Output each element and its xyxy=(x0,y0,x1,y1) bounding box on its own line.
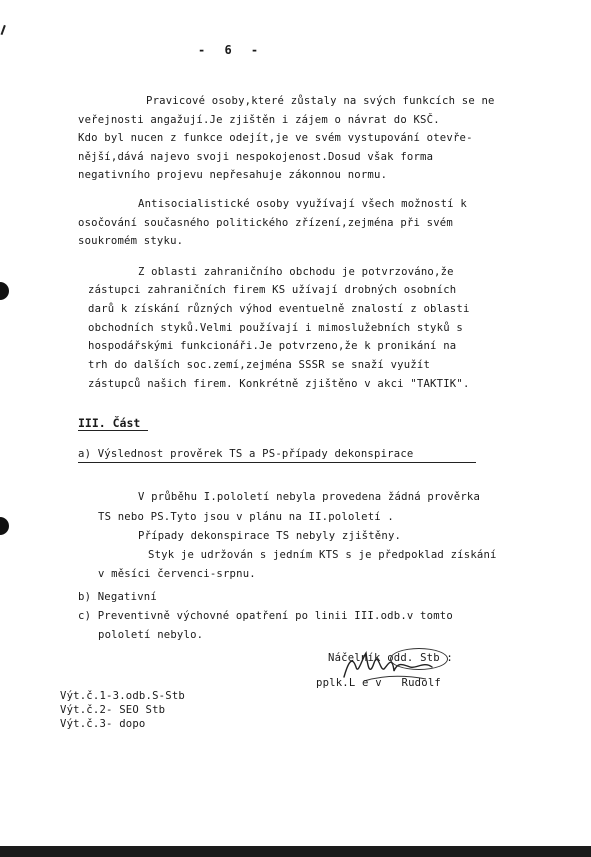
signature-title: Náčelník odd. Stb : xyxy=(328,652,453,664)
paragraph-1-line-1: Pravicové osoby,které zůstaly na svých funkcích se ne xyxy=(146,95,495,107)
paragraph-2-line-2: osočování současného politického zřízení,zejména při svém xyxy=(78,217,453,229)
distribution-line-2: Výt.č.2- SEO Stb xyxy=(60,704,166,716)
section-a-underline xyxy=(78,462,476,463)
paragraph-3-line-4: obchodních styků.Velmi používají i mimoslužebních styků s xyxy=(88,322,463,334)
section-a-line-3: Případy dekonspirace TS nebyly zjištěny. xyxy=(138,530,402,542)
corner-mark xyxy=(1,25,12,37)
paragraph-3-line-3: darů k získání různých výhod eventuelně znalostí z oblasti xyxy=(88,303,470,315)
scan-edge-bar xyxy=(0,846,591,857)
section-c-line-1: c) Preventivně výchovné opatření po linii III.odb.v tomto xyxy=(78,610,453,622)
section-b: b) Negativní xyxy=(78,591,157,603)
paragraph-2-line-3: soukromém styku. xyxy=(78,235,184,247)
paragraph-3-line-7: zástupců našich firem. Konkrétně zjištěno v akci "TAKTIK". xyxy=(88,378,470,390)
paragraph-1-line-3: Kdo byl nucen z funkce odejít,je ve svém vystupování otevře- xyxy=(78,132,473,144)
section-a-line-4: Styk je udržován s jedním KTS s je předpoklad získání xyxy=(148,549,497,561)
distribution-line-1: Výt.č.1-3.odb.S-Stb xyxy=(60,690,185,702)
section-a-title: a) Výslednost prověrek TS a PS-případy dekonspirace xyxy=(78,448,414,460)
paragraph-1-line-4: nější,dává najevo svoji nespokojenost.Dosud však forma xyxy=(78,151,434,163)
section-heading: III. Část xyxy=(78,416,141,430)
signature-name: pplk.L e v Rudolf xyxy=(316,677,441,689)
section-a-line-1: V průběhu I.pololetí nebyla provedena žádná prověrka xyxy=(138,491,481,503)
section-c-line-2: pololetí nebylo. xyxy=(98,629,204,641)
paragraph-3-line-1: Z oblasti zahraničního obchodu je potvrzováno,že xyxy=(138,266,454,278)
paragraph-3-line-5: hospodářskými funkcionáři.Je potvrzeno,že k pronikání na xyxy=(88,340,457,352)
punch-hole-top xyxy=(0,282,9,300)
section-a-line-2: TS nebo PS.Tyto jsou v plánu na II.pololetí . xyxy=(98,511,395,523)
paragraph-1-line-2: veřejnosti angažují.Je zjištěn i zájem o návrat do KSČ. xyxy=(78,114,440,126)
paragraph-2-line-1: Antisocialistické osoby využívají všech možností k xyxy=(138,198,467,210)
paragraph-1-line-5: negativního projevu nepřesahuje zákonnou normu. xyxy=(78,169,388,181)
paragraph-3-line-2: zástupci zahraničních firem KS užívají drobných osobních xyxy=(88,284,457,296)
section-heading-underline xyxy=(78,430,148,431)
paragraph-3-line-6: trh do dalších soc.zemí,zejména SSSR se snaží využít xyxy=(88,359,431,371)
distribution-line-3: Výt.č.3- dopo xyxy=(60,718,146,730)
punch-hole-bottom xyxy=(0,517,9,535)
section-a-line-5: v měsíci červenci-srpnu. xyxy=(98,568,256,580)
page-number: - 6 - xyxy=(198,43,265,57)
